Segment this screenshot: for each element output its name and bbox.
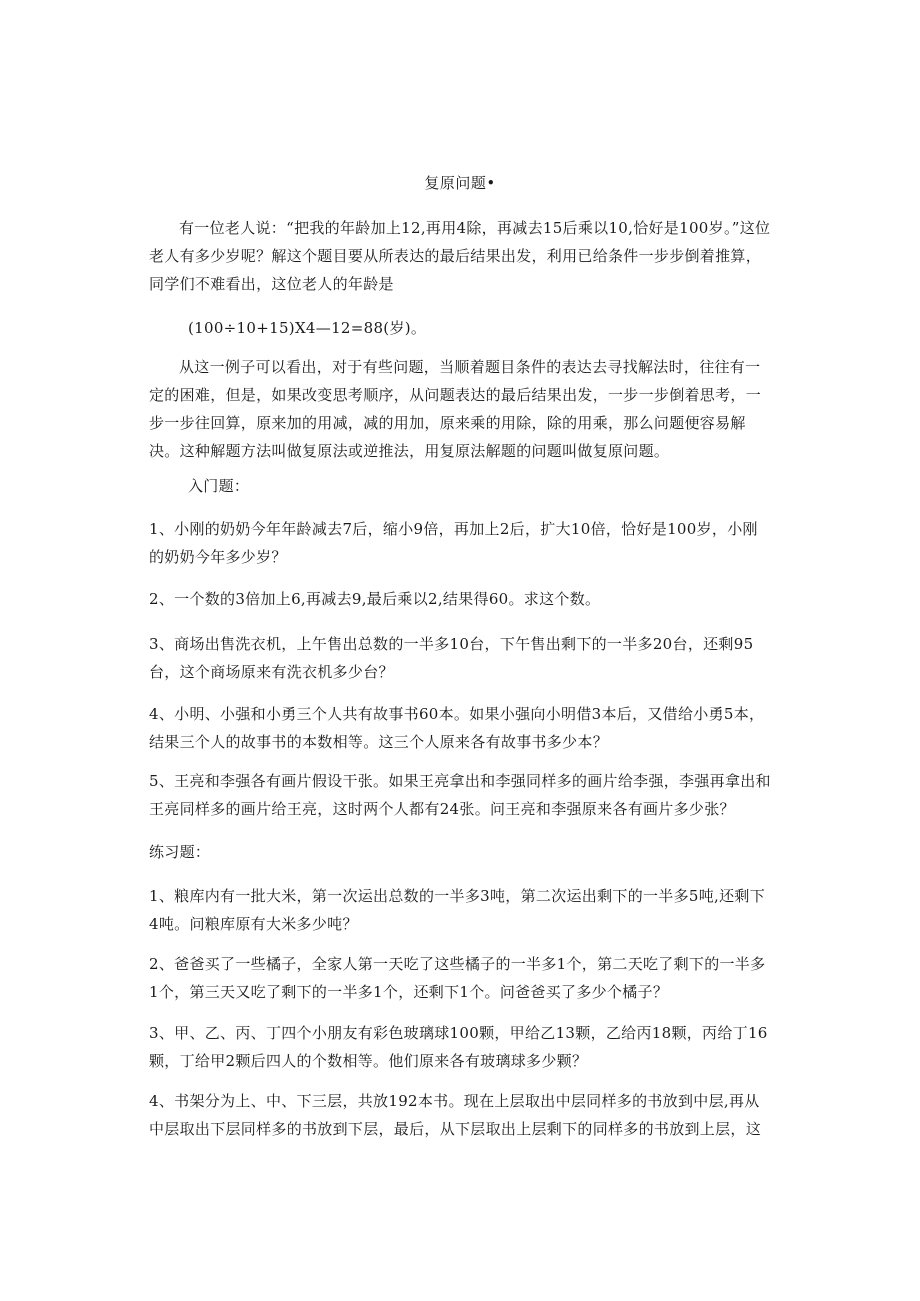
intro-paragraph: 有一位老人说：“把我的年龄加上12,再用4除，再减去15后乘以10,恰好是100岁。”这位老人有多少岁呢？解这个题目要从所表达的最后结果出发，利用已给条件一步步倒着推算，同学们不难看出，这位老人的年龄是 <box>149 219 771 293</box>
entry-problem-2: 2、一个数的3倍加上6,再减去9,最后乘以2,结果得60。求这个数。 <box>149 590 601 608</box>
practice-problem-3: 3、甲、乙、丙、丁四个小朋友有彩色玻璃球100颗，甲给乙13颗，乙给丙18颗，丙给丁16颗，丁给甲2颗后四人的个数相等。他们原来各有玻璃球多少颗？ <box>149 1024 768 1070</box>
explanation-paragraph: 从这一例子可以看出，对于有些问题，当顺着题目条件的表达去寻找解法时，往往有一定的困难，但是，如果改变思考顺序，从问题表达的最后结果出发，一步一步倒着思考，一步一步往回算，原来加的用减，减的用加，原来乘的用除，除的用乘，那么问题便容易解决。这种解题方法叫做复原法或逆推法，用复原法解题的问题叫做复原问题。 <box>149 358 762 460</box>
page-title: 复原问题• <box>424 174 496 192</box>
practice-problem-2: 2、爸爸买了一些橘子，全家人第一天吃了这些橘子的一半多1个，第二天吃了剩下的一半多1个，第三天又吃了剩下的一半多1个，还剩下1个。问爸爸买了多少个橘子？ <box>149 955 766 1001</box>
entry-problem-3: 3、商场出售洗衣机，上午售出总数的一半多10台，下午售出剩下的一半多20台，还剩95台，这个商场原来有洗衣机多少台？ <box>149 635 754 681</box>
entry-problem-1: 1、小刚的奶奶今年年龄减去7后，缩小9倍，再加上2后，扩大10倍，恰好是100岁，小刚的奶奶今年多少岁？ <box>149 520 758 566</box>
practice-heading: 练习题： <box>149 843 211 861</box>
practice-problem-4: 4、书架分为上、中、下三层，共放192本书。现在上层取出中层同样多的书放到中层,再从中层取出下层同样多的书放到下层，最后，从下层取出上层剩下的同样多的书放到上层，这 <box>149 1092 762 1138</box>
entry-problem-4: 4、小明、小强和小勇三个人共有故事书60本。如果小强向小明借3本后，又借给小勇5本，结果三个人的故事书的本数相等。这三个人原来各有故事书多少本？ <box>149 705 765 751</box>
practice-problem-1: 1、粮库内有一批大米，第一次运出总数的一半多3吨，第二次运出剩下的一半多5吨,还剩下4吨。问粮库原有大米多少吨？ <box>149 887 766 933</box>
entry-problem-5: 5、王亮和李强各有画片假设干张。如果王亮拿出和李强同样多的画片给李强，李强再拿出和王亮同样多的画片给王亮，这时两个人都有24张。问王亮和李强原来各有画片多少张？ <box>149 772 771 818</box>
entry-heading: 入门题： <box>188 477 250 495</box>
formula-line: (100÷10+15)X4—12=88(岁)。 <box>188 319 427 337</box>
